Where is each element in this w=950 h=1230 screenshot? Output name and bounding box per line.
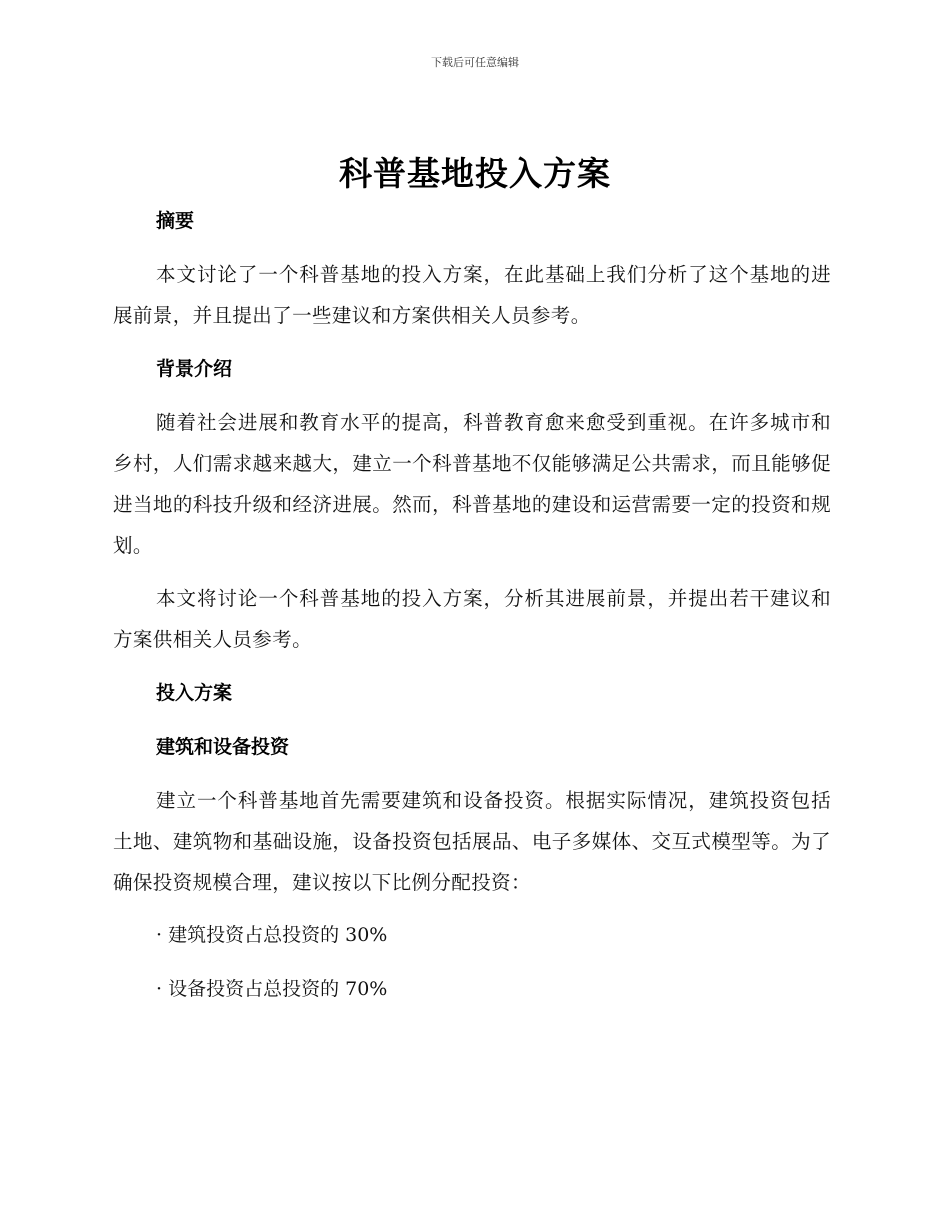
- header-note: 下载后可任意编辑: [431, 56, 519, 69]
- building-equipment-heading: 建筑和设备投资: [156, 736, 290, 758]
- building-equipment-paragraph: 建立一个科普基地首先需要建筑和设备投资。根据实际情况，建筑投资包括土地、建筑物和基础设施，设备投资包括展品、电子多媒体、交互式模型等。为了确保投资规模合理，建议按以下比例分配投资：: [113, 789, 831, 894]
- abstract-heading: 摘要: [156, 210, 195, 232]
- background-heading: 背景介绍: [156, 358, 233, 380]
- background-paragraph-2: 本文将讨论一个科普基地的投入方案，分析其进展前景，并提出若干建议和方案供相关人员参考。: [113, 587, 831, 651]
- list-item: · 建筑投资占总投资的 30%: [156, 924, 388, 946]
- list-item: · 设备投资占总投资的 70%: [156, 978, 388, 1000]
- abstract-paragraph: 本文讨论了一个科普基地的投入方案，在此基础上我们分析了这个基地的进展前景，并且提出了一些建议和方案供相关人员参考。: [113, 263, 831, 327]
- document-body: [113, 200, 831, 1023]
- background-paragraph-1: 随着社会进展和教育水平的提高，科普教育愈来愈受到重视。在许多城市和乡村，人们需求越来越大，建立一个科普基地不仅能够满足公共需求，而且能够促进当地的科技升级和经济进展。然而，科普基地的建设和运营需要一定的投资和规划。: [113, 411, 831, 557]
- plan-heading: 投入方案: [156, 682, 233, 704]
- document-title: 科普基地投入方案: [339, 154, 611, 193]
